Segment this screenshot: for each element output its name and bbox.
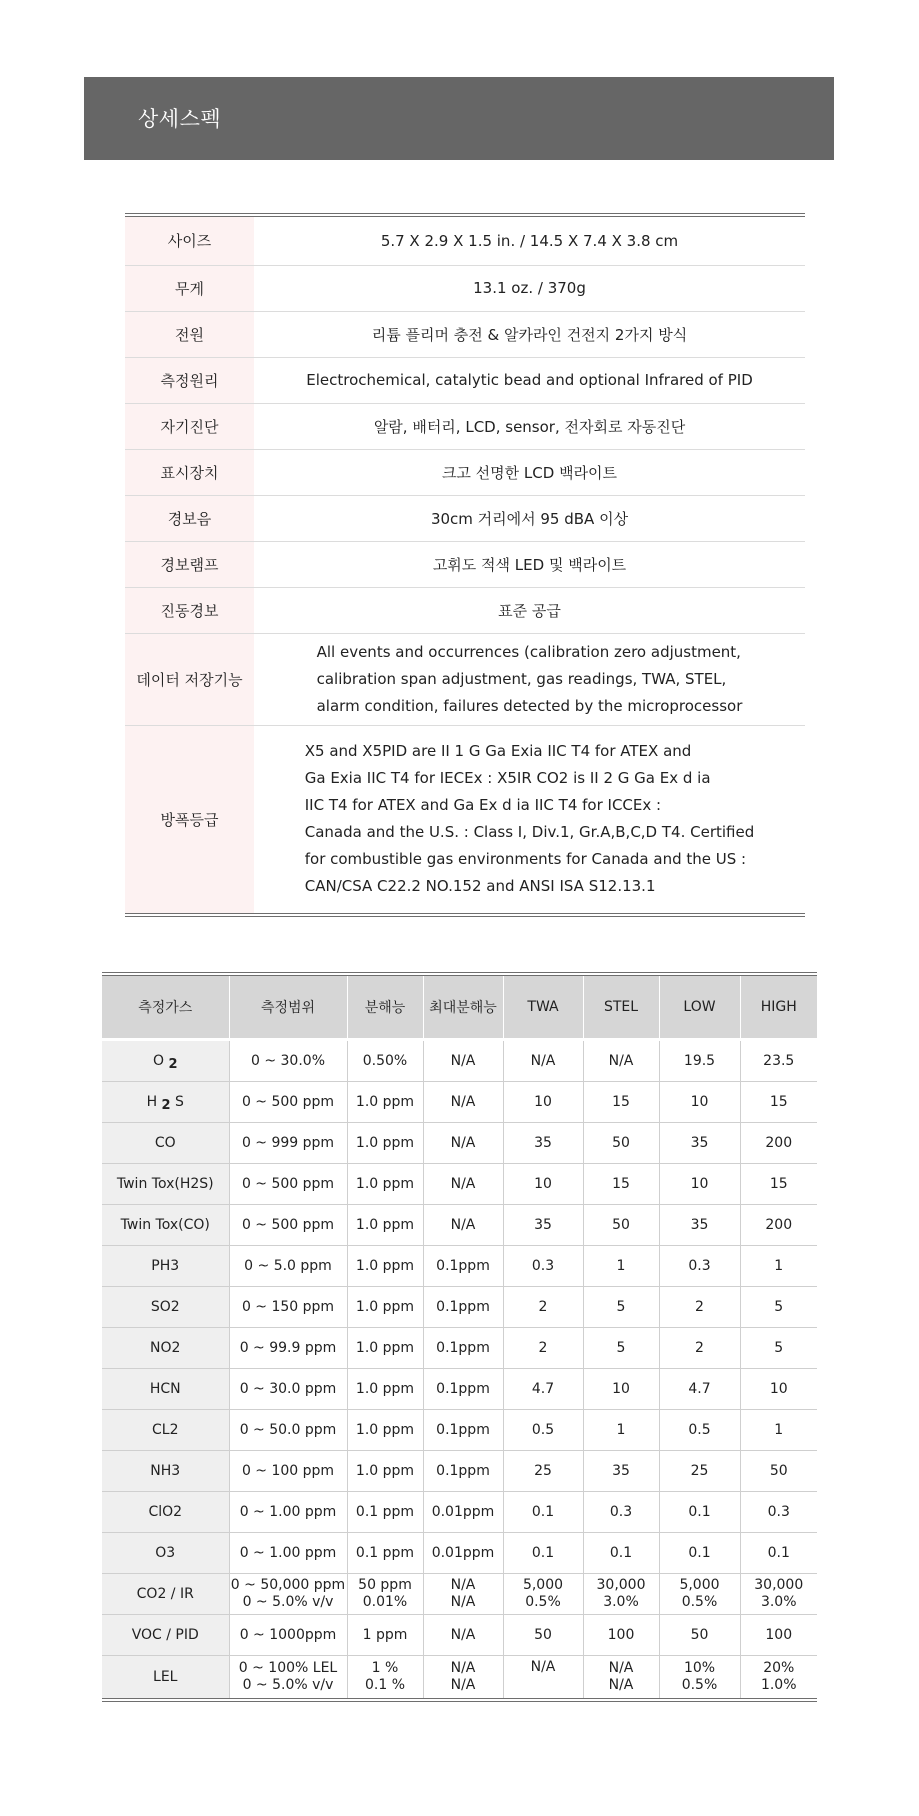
header-stel: STEL	[583, 976, 659, 1040]
spec-label: 방폭등급	[125, 725, 254, 913]
cell: 0.1	[740, 1533, 817, 1574]
gas-name-base: O	[152, 1052, 165, 1069]
spec-row-data-storage	[125, 633, 805, 725]
gas-name	[102, 1082, 229, 1123]
spec-row	[125, 541, 805, 587]
cell	[423, 1656, 503, 1699]
cell: 0 ~ 30.0%	[229, 1040, 347, 1082]
spec-label: 경보음	[125, 495, 254, 541]
gas-name: SO2	[102, 1287, 229, 1328]
cell-line: 20%	[763, 1660, 795, 1676]
spec-value: 30cm 거리에서 95 dBA 이상	[254, 495, 805, 541]
cell: 1.0 ppm	[347, 1287, 423, 1328]
cell: 0 ~ 1.00 ppm	[229, 1492, 347, 1533]
spec-row	[125, 495, 805, 541]
gas-name-subscript: 2	[168, 1056, 178, 1072]
cell: 1.0 ppm	[347, 1410, 423, 1451]
cell: 15	[740, 1164, 817, 1205]
cell: 0.1ppm	[423, 1369, 503, 1410]
cell: 1.0 ppm	[347, 1328, 423, 1369]
cell: N/A	[423, 1123, 503, 1164]
cell: 1.0 ppm	[347, 1164, 423, 1205]
cell: 0 ~ 150 ppm	[229, 1287, 347, 1328]
cell: N/A	[423, 1082, 503, 1123]
cell: 5	[740, 1328, 817, 1369]
cell: 0.5	[659, 1410, 740, 1451]
cell-line: 0.5%	[681, 1677, 718, 1693]
header-gas: 측정가스	[102, 976, 229, 1040]
cell: 1	[740, 1410, 817, 1451]
cell: 19.5	[659, 1040, 740, 1082]
explosion-proof-line: for combustible gas environments for Canada and the US :	[304, 850, 747, 869]
gas-name: Twin Tox(CO)	[102, 1205, 229, 1246]
gas-name: PH3	[102, 1246, 229, 1287]
cell: 1.0 ppm	[347, 1123, 423, 1164]
cell: 50	[659, 1615, 740, 1656]
spec-label: 전원	[125, 311, 254, 357]
cell: 10	[583, 1369, 659, 1410]
cell: 0.50%	[347, 1040, 423, 1082]
cell: N/A	[503, 1040, 583, 1082]
header-resolution: 분해능	[347, 976, 423, 1040]
table-row	[102, 1123, 817, 1164]
cell: 0 ~ 500 ppm	[229, 1205, 347, 1246]
cell-line: 1.0%	[760, 1677, 797, 1693]
table-row	[102, 1492, 817, 1533]
header-max-resolution: 최대분해능	[423, 976, 503, 1040]
table-row	[102, 1574, 817, 1615]
gas-name: HCN	[102, 1369, 229, 1410]
cell: 0.01ppm	[423, 1492, 503, 1533]
gas-name: CL2	[102, 1410, 229, 1451]
cell: 1	[583, 1410, 659, 1451]
cell: 0.3	[503, 1246, 583, 1287]
cell: 35	[659, 1123, 740, 1164]
cell-line: 0 ~ 5.0% v/v	[242, 1677, 334, 1693]
cell: 0 ~ 100 ppm	[229, 1451, 347, 1492]
cell: 4.7	[503, 1369, 583, 1410]
table-row	[102, 1410, 817, 1451]
cell-line: 0 ~ 100% LEL	[238, 1660, 338, 1676]
spec-value: Electrochemical, catalytic bead and optional Infrared of PID	[254, 357, 805, 403]
cell: 10	[659, 1082, 740, 1123]
cell	[659, 1574, 740, 1615]
cell	[423, 1574, 503, 1615]
table-row	[102, 1656, 817, 1699]
spec-value: 표준 공급	[254, 587, 805, 633]
cell: 0 ~ 5.0 ppm	[229, 1246, 347, 1287]
cell-line: 30,000	[596, 1577, 646, 1593]
spec-row	[125, 403, 805, 449]
cell: 200	[740, 1123, 817, 1164]
cell-line: 0.1 %	[364, 1677, 406, 1693]
gas-name: CO	[102, 1123, 229, 1164]
cell-line: 3.0%	[760, 1594, 797, 1610]
cell: N/A	[423, 1164, 503, 1205]
cell: 0 ~ 99.9 ppm	[229, 1328, 347, 1369]
spec-label: 표시장치	[125, 449, 254, 495]
cell: 2	[659, 1328, 740, 1369]
cell: 50	[740, 1451, 817, 1492]
spec-label: 경보램프	[125, 541, 254, 587]
cell-line: 0 ~ 50,000 ppm	[230, 1577, 346, 1593]
page-title: 상세스펙	[138, 107, 222, 131]
spec-row	[125, 311, 805, 357]
gas-name: CO2 / IR	[102, 1574, 229, 1615]
gas-name-tail: S	[175, 1093, 184, 1110]
spec-label: 측정원리	[125, 357, 254, 403]
cell: 0.5	[503, 1410, 583, 1451]
cell: 0.3	[583, 1492, 659, 1533]
cell: 0.3	[659, 1246, 740, 1287]
cell: 1.0 ppm	[347, 1451, 423, 1492]
cell	[347, 1656, 423, 1699]
cell: 10	[659, 1164, 740, 1205]
cell: 5	[583, 1328, 659, 1369]
table-row	[102, 1328, 817, 1369]
spec-row-explosion-proof	[125, 725, 805, 913]
cell-line: N/A	[450, 1577, 476, 1593]
gas-name-subscript: 2	[161, 1097, 171, 1113]
cell: 1 ppm	[347, 1615, 423, 1656]
cell	[229, 1574, 347, 1615]
spec-value: 알람, 배터리, LCD, sensor, 전자회로 자동진단	[254, 403, 805, 449]
spec-value	[254, 633, 805, 725]
gas-name: VOC / PID	[102, 1615, 229, 1656]
cell-line: 30,000	[754, 1577, 804, 1593]
spec-row	[125, 587, 805, 633]
cell-line: 5,000	[522, 1577, 564, 1593]
cell: 0 ~ 30.0 ppm	[229, 1369, 347, 1410]
spec-label: 무게	[125, 265, 254, 311]
cell	[740, 1574, 817, 1615]
cell: 25	[503, 1451, 583, 1492]
gas-name: LEL	[102, 1656, 229, 1699]
cell: 200	[740, 1205, 817, 1246]
cell	[503, 1574, 583, 1615]
cell: 2	[659, 1287, 740, 1328]
spec-value: 13.1 oz. / 370g	[254, 265, 805, 311]
cell: 1	[583, 1246, 659, 1287]
cell-line: N/A	[608, 1677, 634, 1693]
cell: 0 ~ 500 ppm	[229, 1164, 347, 1205]
cell: 2	[503, 1287, 583, 1328]
gas-name-base: H	[146, 1093, 158, 1110]
cell: N/A	[583, 1040, 659, 1082]
cell-line: 3.0%	[603, 1594, 639, 1610]
gas-table-header	[102, 976, 817, 1040]
table-row	[102, 1164, 817, 1205]
cell: 0 ~ 1.00 ppm	[229, 1533, 347, 1574]
cell: 0 ~ 1000ppm	[229, 1615, 347, 1656]
cell: 2	[503, 1328, 583, 1369]
explosion-proof-line: CAN/CSA C22.2 NO.152 and ANSI ISA S12.13.1	[304, 877, 656, 896]
cell-line: 1 %	[371, 1660, 399, 1676]
cell-line: 10%	[683, 1660, 716, 1676]
spec-label: 자기진단	[125, 403, 254, 449]
spec-row	[125, 265, 805, 311]
gas-name	[102, 1040, 229, 1082]
cell-line: 0.5%	[681, 1594, 718, 1610]
cell: 0.1	[659, 1533, 740, 1574]
explosion-proof-line: X5 and X5PID are II 1 G Ga Exia IIC T4 for ATEX and	[304, 742, 692, 761]
cell: 0.1	[659, 1492, 740, 1533]
spec-value: 크고 선명한 LCD 백라이트	[254, 449, 805, 495]
cell: 0.1 ppm	[347, 1533, 423, 1574]
explosion-proof-line: Canada and the U.S. : Class I, Div.1, Gr.A,B,C,D T4. Certified	[304, 823, 755, 842]
spec-header-bar	[84, 77, 834, 160]
cell: 0.1ppm	[423, 1246, 503, 1287]
table-row	[102, 1615, 817, 1656]
data-storage-lines	[317, 639, 743, 720]
cell: 35	[503, 1205, 583, 1246]
cell-line: 0 ~ 5.0% v/v	[242, 1594, 334, 1610]
table-row	[102, 1246, 817, 1287]
cell: 15	[740, 1082, 817, 1123]
data-storage-line: alarm condition, failures detected by the microprocessor	[316, 696, 743, 715]
cell: 10	[503, 1082, 583, 1123]
cell: 0.3	[740, 1492, 817, 1533]
cell: 35	[503, 1123, 583, 1164]
table-row	[102, 1451, 817, 1492]
cell: 0.1 ppm	[347, 1492, 423, 1533]
cell	[583, 1574, 659, 1615]
cell: 0.1ppm	[423, 1410, 503, 1451]
table-row	[102, 1205, 817, 1246]
table-row	[102, 1369, 817, 1410]
spec-value: 5.7 X 2.9 X 1.5 in. / 14.5 X 7.4 X 3.8 cm	[254, 217, 805, 265]
cell: 0.1	[583, 1533, 659, 1574]
cell: N/A	[423, 1040, 503, 1082]
cell: 10	[740, 1369, 817, 1410]
cell: 25	[659, 1451, 740, 1492]
cell: 50	[583, 1205, 659, 1246]
cell: 15	[583, 1164, 659, 1205]
cell	[229, 1656, 347, 1699]
cell: 23.5	[740, 1040, 817, 1082]
cell-line: 5,000	[679, 1577, 720, 1593]
cell: 5	[740, 1287, 817, 1328]
header-twa: TWA	[503, 976, 583, 1040]
cell: 0.1ppm	[423, 1287, 503, 1328]
gas-name: Twin Tox(H2S)	[102, 1164, 229, 1205]
cell: 0.1	[503, 1492, 583, 1533]
cell: 5	[583, 1287, 659, 1328]
spec-row	[125, 357, 805, 403]
spec-table	[125, 213, 805, 917]
cell: 0.01ppm	[423, 1533, 503, 1574]
cell-line: N/A	[608, 1660, 634, 1676]
gas-name: NH3	[102, 1451, 229, 1492]
cell: 35	[659, 1205, 740, 1246]
cell: 15	[583, 1082, 659, 1123]
table-row	[102, 1533, 817, 1574]
cell: 10	[503, 1164, 583, 1205]
cell: 0.1ppm	[423, 1328, 503, 1369]
spec-value: 리튬 플리머 충전 & 알카라인 건전지 2가지 방식	[254, 311, 805, 357]
cell: 1	[740, 1246, 817, 1287]
cell-line: 0.01%	[362, 1594, 408, 1610]
data-storage-line: calibration span adjustment, gas readings, TWA, STEL,	[316, 669, 727, 688]
cell	[583, 1656, 659, 1699]
cell	[740, 1656, 817, 1699]
cell	[347, 1574, 423, 1615]
gas-name: O3	[102, 1533, 229, 1574]
header-range: 측정범위	[229, 976, 347, 1040]
explosion-proof-line: Ga Exia IIC T4 for IECEx : X5IR CO2 is II 2 G Ga Ex d ia	[304, 769, 711, 788]
table-row	[102, 1082, 817, 1123]
spec-row	[125, 217, 805, 265]
cell: N/A	[423, 1205, 503, 1246]
cell: 0.1	[503, 1533, 583, 1574]
spec-value	[254, 725, 805, 913]
cell: 1.0 ppm	[347, 1369, 423, 1410]
cell	[659, 1656, 740, 1699]
cell: N/A	[423, 1615, 503, 1656]
spec-row	[125, 449, 805, 495]
header-high: HIGH	[740, 976, 817, 1040]
spec-value: 고휘도 적색 LED 및 백라이트	[254, 541, 805, 587]
header-low: LOW	[659, 976, 740, 1040]
cell-line: N/A	[450, 1660, 476, 1676]
cell: 0.1ppm	[423, 1451, 503, 1492]
cell: 1.0 ppm	[347, 1205, 423, 1246]
gas-name: ClO2	[102, 1492, 229, 1533]
cell-line: N/A	[450, 1594, 476, 1610]
table-row	[102, 1287, 817, 1328]
cell: 100	[583, 1615, 659, 1656]
spec-label: 진동경보	[125, 587, 254, 633]
cell-line: N/A	[450, 1677, 476, 1693]
table-row	[102, 1040, 817, 1082]
cell: N/A	[503, 1656, 583, 1699]
cell: 0 ~ 50.0 ppm	[229, 1410, 347, 1451]
explosion-proof-lines	[305, 738, 755, 900]
cell: 100	[740, 1615, 817, 1656]
cell-line: 50 ppm	[358, 1577, 412, 1593]
cell: 50	[503, 1615, 583, 1656]
explosion-proof-line: IIC T4 for ATEX and Ga Ex d ia IIC T4 for ICCEx :	[304, 796, 662, 815]
cell: 50	[583, 1123, 659, 1164]
gas-table	[102, 972, 817, 1702]
spec-label: 사이즈	[125, 217, 254, 265]
cell: 35	[583, 1451, 659, 1492]
data-storage-line: All events and occurrences (calibration zero adjustment,	[316, 642, 741, 661]
cell: 4.7	[659, 1369, 740, 1410]
cell-line: 0.5%	[525, 1594, 561, 1610]
cell: 1.0 ppm	[347, 1082, 423, 1123]
cell: 0 ~ 500 ppm	[229, 1082, 347, 1123]
cell: 0 ~ 999 ppm	[229, 1123, 347, 1164]
spec-label: 데이터 저장기능	[125, 633, 254, 725]
gas-name: NO2	[102, 1328, 229, 1369]
cell: 1.0 ppm	[347, 1246, 423, 1287]
